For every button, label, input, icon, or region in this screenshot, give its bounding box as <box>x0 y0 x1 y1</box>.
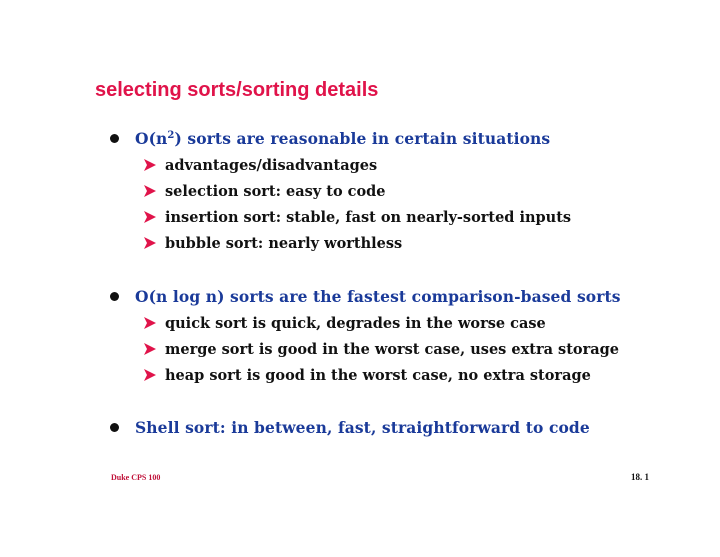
sub-item-text: advantages/disadvantages <box>165 156 378 174</box>
right-arrowhead-icon <box>143 316 157 330</box>
bullet-text: Shell sort: in between, fast, straightforward to code <box>135 417 590 437</box>
bullet-text-superscript: 2 <box>167 129 175 141</box>
bullet-dot-icon <box>110 292 119 301</box>
right-arrowhead-icon <box>143 158 157 172</box>
bullet-text <box>135 129 550 148</box>
bullet-text-after-sup: ) sorts are reasonable in certain situations <box>174 128 551 148</box>
right-arrowhead-icon <box>143 236 157 250</box>
sub-item <box>143 181 386 201</box>
sub-item <box>143 339 619 359</box>
right-arrowhead-icon <box>143 368 157 382</box>
right-arrowhead-icon <box>143 184 157 198</box>
sub-item-text: quick sort is quick, degrades in the worse case <box>165 314 546 332</box>
bullet-item <box>110 416 590 438</box>
sub-item <box>143 207 571 227</box>
footer-course-label: Duke CPS 100 <box>111 473 161 482</box>
bullet-text: O(n log n) sorts are the fastest comparison-based sorts <box>135 286 621 306</box>
bullet-dot-icon <box>110 423 119 432</box>
sub-item <box>143 313 546 333</box>
bullet-dot-icon <box>110 134 119 143</box>
footer-page-number: 18. 1 <box>631 472 649 482</box>
right-arrowhead-icon <box>143 210 157 224</box>
bullet-item <box>110 285 621 307</box>
sub-item-text: insertion sort: stable, fast on nearly-sorted inputs <box>165 208 572 226</box>
right-arrowhead-icon <box>143 342 157 356</box>
sub-item-text: merge sort is good in the worst case, uses extra storage <box>165 340 619 358</box>
sub-item <box>143 365 591 385</box>
sub-item-text: heap sort is good in the worst case, no extra storage <box>165 366 591 384</box>
sub-item-text: selection sort: easy to code <box>165 182 386 200</box>
bullet-text-before-sup: O(n <box>135 128 168 148</box>
sub-item-text: bubble sort: nearly worthless <box>165 234 403 252</box>
slide-title: selecting sorts/sorting details <box>95 79 379 101</box>
sub-item <box>143 155 377 175</box>
sub-item <box>143 233 402 253</box>
bullet-item <box>110 127 550 149</box>
